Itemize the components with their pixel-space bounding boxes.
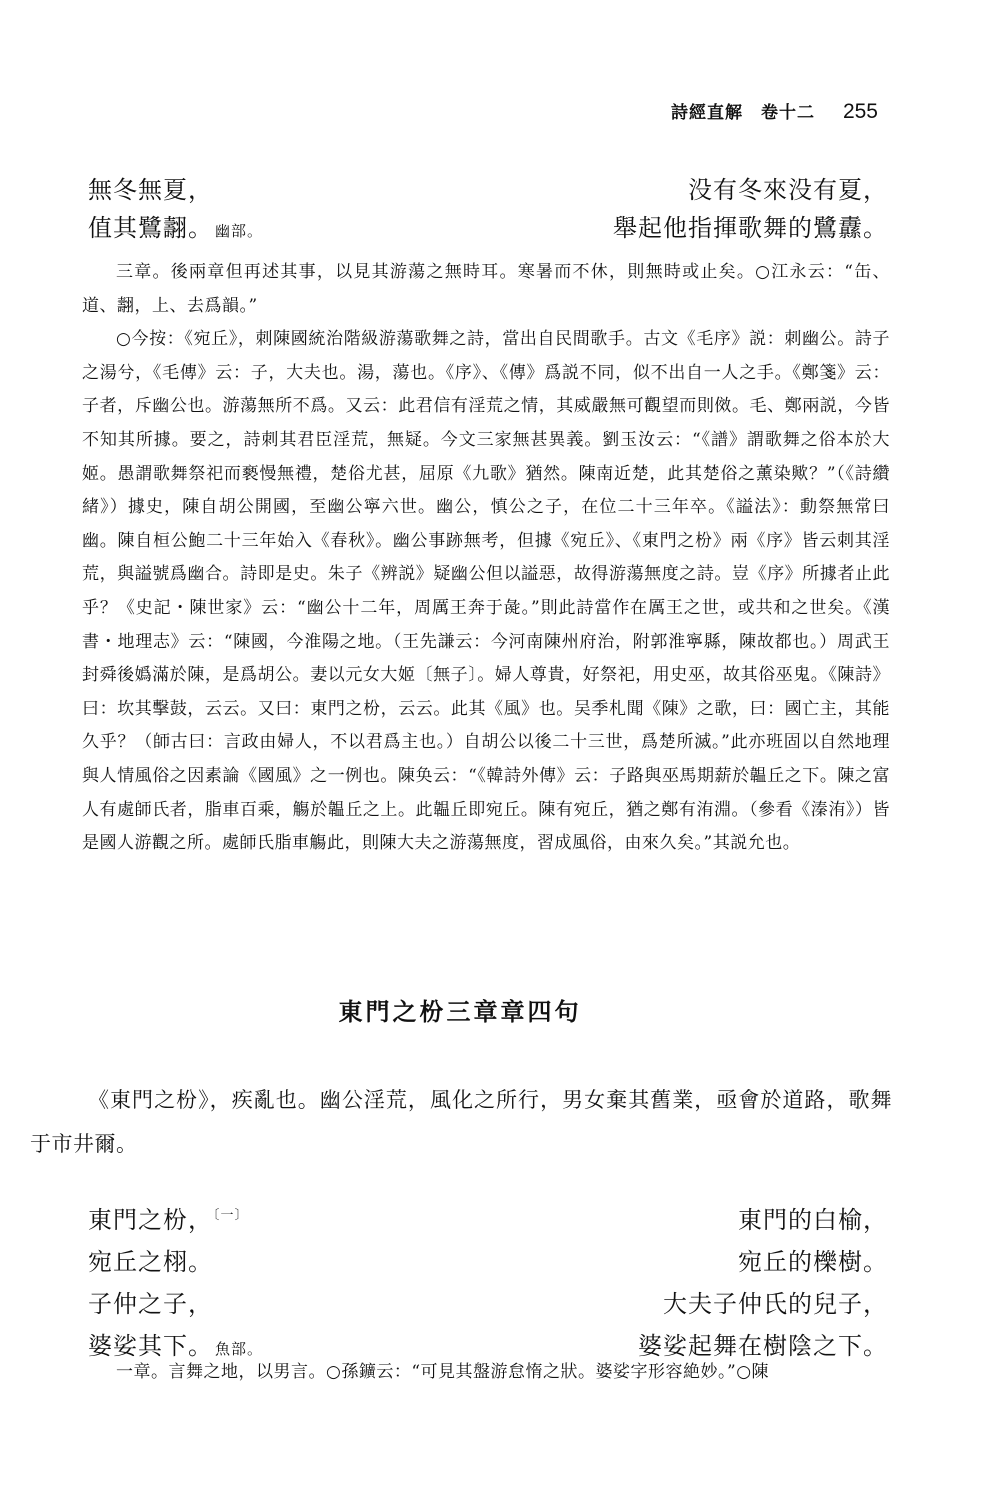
- commentary-block-1: [82, 256, 890, 861]
- verse-translation: 大夫子仲氏的兒子，: [663, 1289, 888, 1318]
- verse-block-2: [88, 1196, 888, 1364]
- verse-original: 值其鷺翿。: [88, 213, 213, 242]
- verse-line: [88, 1238, 888, 1280]
- page-number: 255: [842, 100, 878, 123]
- commentary-block-2: [82, 1356, 890, 1390]
- verse-translation: 宛丘的櫟樹。: [738, 1247, 888, 1276]
- commentary-paragraph: 三章。後兩章但再述其事，以見其游蕩之無時耳。寒暑而不休，則無時或止矣。○江永云：“缶、道、翿，上、去爲韻。”: [82, 262, 890, 316]
- volume-label: 卷十二: [760, 103, 815, 123]
- running-header: [671, 98, 878, 128]
- section-title: 東門之枌三章章四句: [338, 998, 582, 1026]
- verse-original: 婆娑其下。: [88, 1331, 213, 1360]
- verse-translation: 舉起他指揮歌舞的鷺纛。: [613, 213, 888, 242]
- verse-translation: 東門的白榆，: [738, 1205, 888, 1234]
- footnote-marker[interactable]: 〔一〕: [213, 1207, 249, 1223]
- rhyme-note: 幽部。: [215, 221, 264, 240]
- commentary-paragraph: ○今按：《宛丘》，刺陳國統治階級游蕩歌舞之詩，當出自民間歌手。古文《毛序》説：刺幽公。詩子之湯兮，《毛傳》云：子，大夫也。湯，蕩也。《序》、《傳》爲説不同，似不出自一人之手。《鄭箋》云：子者，斥幽公也。游蕩無所不爲。又云：此君信有淫荒之情，其威嚴無可觀望而則傚。毛、鄭兩説，今皆不知其所據。要之，詩刺其君臣淫荒，無疑。今文三家無甚異義。劉玉汝云：“《譜》謂歌舞之俗本於大姬。愚謂歌舞祭祀而褻慢無禮，楚俗尤甚，屈原《九歌》猶然。陳南近楚，此其楚俗之薰染歟？”（《詩纘緒》）據史，陳自胡公開國，至幽公寧六世。幽公，慎公之子，在位二十三年卒。《謚法》：動祭無常曰幽。陳自桓公鮑二十三年始入《春秋》。幽公事跡無考，但據《宛丘》、《東門之枌》兩《序》皆云刺其淫荒，與謚號爲幽合。詩即是史。朱子《辨説》疑幽公但以謚惡，故得游蕩無度之詩。豈《序》所據者止此乎？《史記・陳世家》云：“幽公十二年，周厲王奔于彘。”則此詩當作在厲王之世，或共和之世矣。《漢書・地理志》云：“陳國，今淮陽之地。（王先謙云：今河南陳州府治，附郭淮寧縣，陳故都也。）周武王封舜後嬀滿於陳，是爲胡公。妻以元女大姬〔無子〕。婦人尊貴，好祭祀，用史巫，故其俗巫鬼。《陳詩》曰：坎其擊鼓，云云。又曰：東門之枌，云云。此其《風》也。吴季札聞《陳》之歌，曰：國亡主，其能久乎？（師古曰：言政由婦人，不以君爲主也。）自胡公以後二十三世，爲楚所滅。”此亦班固以自然地理與人情風俗之因素論《國風》之一例也。陳奂云：“《韓詩外傳》云：子路與巫馬期薪於韞丘之下。陳之富人有處師氏者，脂車百乘，觴於韞丘之上。此韞丘即宛丘。陳有宛丘，猶之鄭有洧淵。（參看《溱洧》）皆是國人游觀之所。處師氏脂車觴此，則陳大夫之游蕩無度，習成風俗，由來久矣。”其説允也。: [82, 329, 890, 854]
- verse-line: [88, 1280, 888, 1322]
- commentary-paragraph: 一章。言舞之地，以男言。○孫鑛云：“可見其盤游怠惰之狀。婆娑字形容絶妙。”○陳: [116, 1362, 770, 1382]
- verse-original: 子仲之子，: [88, 1289, 213, 1318]
- verse-line: [88, 1196, 888, 1238]
- verse-original: 無冬無夏，: [88, 175, 213, 204]
- verse-block-1: [88, 168, 888, 244]
- rhyme-note: 魚部。: [215, 1339, 264, 1358]
- preface-text: 《東門之枌》，疾亂也。幽公淫荒，風化之所行，男女棄其舊業，亟會於道路，歌舞于市井爾。: [30, 1088, 892, 1156]
- verse-translation: 没有冬來没有夏，: [688, 175, 888, 204]
- verse-original: 宛丘之栩。: [88, 1247, 213, 1276]
- poem-preface: [30, 1078, 892, 1166]
- book-title: 詩經直解: [670, 103, 743, 123]
- verse-translation: 婆娑起舞在樹陰之下。: [638, 1331, 888, 1360]
- verse-original: 東門之枌，: [88, 1205, 213, 1234]
- verse-line: [88, 206, 888, 244]
- verse-line: [88, 168, 888, 206]
